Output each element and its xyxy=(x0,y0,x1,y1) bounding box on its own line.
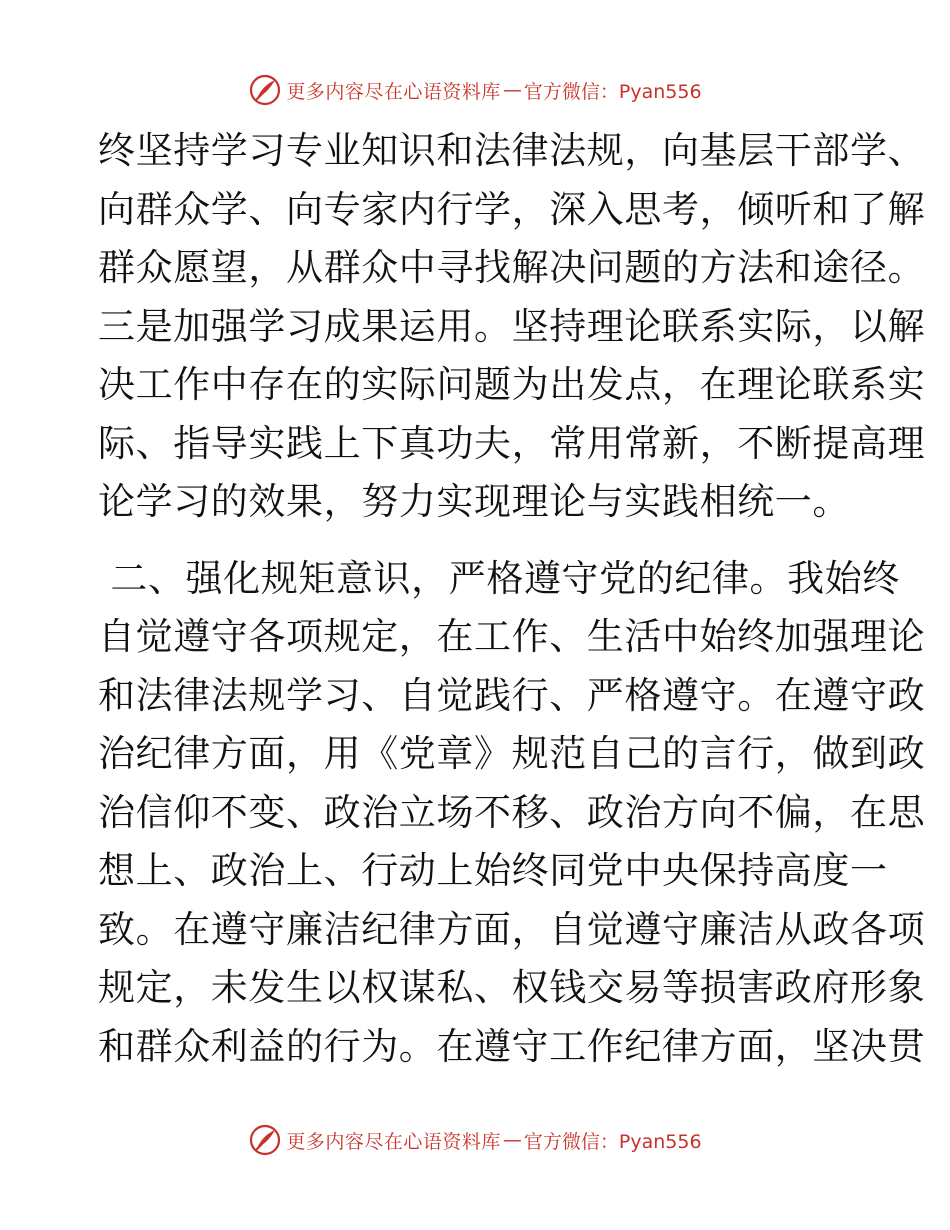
watermark-brand-text: 更多内容尽在心语资料库 xyxy=(286,1130,501,1153)
watermark-brand-text: 更多内容尽在心语资料库 xyxy=(286,80,501,103)
text-line: 和群众利益的行为。在遵守工作纪律方面，坚决贯 xyxy=(98,1024,926,1068)
feather-pen-circle-icon xyxy=(248,73,282,107)
text-line: 向群众学、向专家内行学，深入思考，倾听和了解 xyxy=(98,187,926,231)
paragraph-spacer xyxy=(98,532,858,550)
watermark-separator: — xyxy=(502,79,522,101)
text-line: 群众愿望，从群众中寻找解决问题的方法和途径。 xyxy=(98,246,926,289)
paragraph-2 xyxy=(98,550,926,1077)
text-line: 治信仰不变、政治立场不移、政治方向不偏，在思 xyxy=(98,790,926,834)
text-line: 规定，未发生以权谋私、权钱交易等损害政府形象 xyxy=(98,966,926,1009)
feather-pen-circle-icon xyxy=(248,1123,282,1157)
paragraph-1 xyxy=(98,122,926,532)
text-line: 论学习的效果，努力实现理论与实践相统一。 xyxy=(98,480,850,523)
text-line: 致。在遵守廉洁纪律方面，自觉遵守廉洁从政各项 xyxy=(98,907,926,951)
header-watermark xyxy=(0,70,950,110)
text-line: 治纪律方面，用《党章》规范自己的言行，做到政 xyxy=(98,732,926,775)
text-line: 自觉遵守各项规定，在工作、生活中始终加强理论 xyxy=(98,615,926,658)
section-heading-line: 二、强化规矩意识，严格遵守党的纪律。我始终 xyxy=(98,556,900,600)
watermark-contact-text: 官方微信：Pyan556 xyxy=(523,80,702,103)
document-body xyxy=(98,122,926,1076)
text-line: 和法律法规学习、自觉践行、严格遵守。在遵守政 xyxy=(98,673,926,717)
text-line: 三是加强学习成果运用。坚持理论联系实际，以解 xyxy=(98,304,926,348)
text-line: 际、指导实践上下真功夫，常用常新，不断提高理 xyxy=(98,421,926,465)
text-line: 终坚持学习专业知识和法律法规，向基层干部学、 xyxy=(98,129,926,172)
watermark-contact-text: 官方微信：Pyan556 xyxy=(523,1130,702,1153)
text-line: 决工作中存在的实际问题为出发点，在理论联系实 xyxy=(98,363,926,406)
watermark-separator: — xyxy=(502,1129,522,1151)
footer-watermark xyxy=(0,1120,950,1160)
text-line: 想上、政治上、行动上始终同党中央保持高度一 xyxy=(98,849,888,892)
